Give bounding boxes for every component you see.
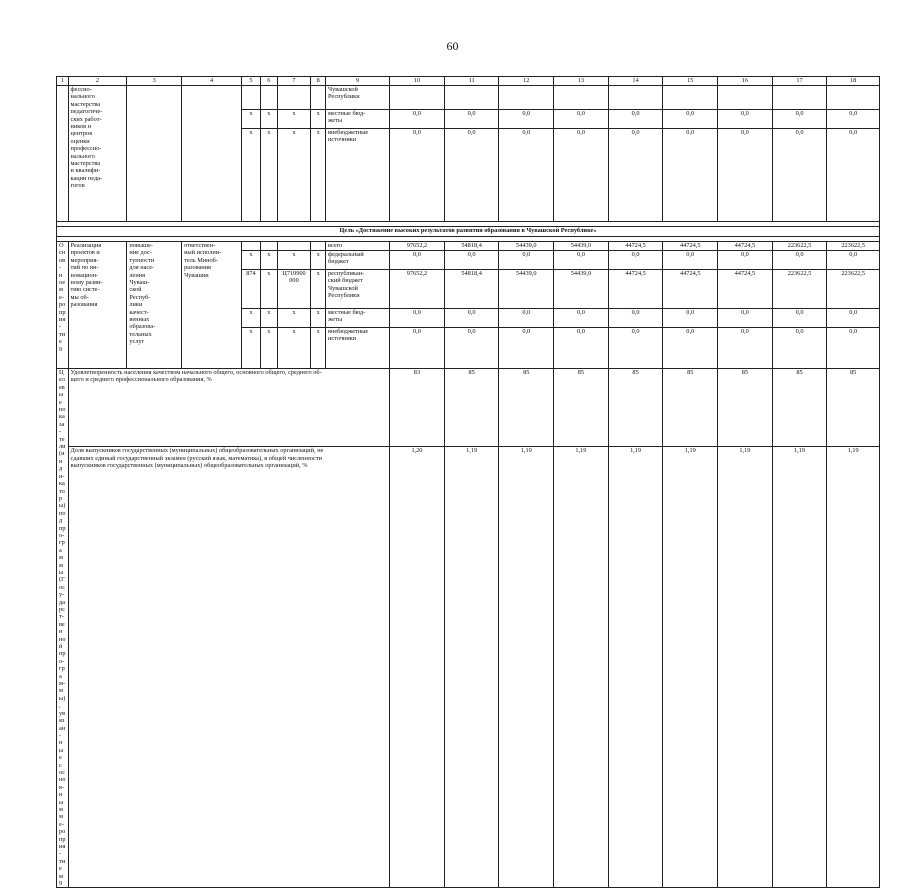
code-cell: x	[241, 129, 260, 222]
column-number: 15	[663, 77, 718, 86]
indicator-value: 1,20	[390, 447, 445, 888]
column-number: 18	[827, 77, 880, 86]
value-cell: 0,0	[608, 328, 663, 369]
value-cell: 0,0	[663, 328, 718, 369]
value-cell: 223622,5	[772, 270, 827, 309]
table-row	[57, 86, 880, 110]
page-number: 60	[446, 39, 459, 53]
value-cell: 0,0	[390, 309, 445, 328]
code-cell: x	[260, 110, 277, 129]
value-cell: 54818,4	[444, 270, 499, 309]
indicator-value: 1,19	[718, 447, 773, 888]
value-cell	[718, 86, 773, 110]
code-cell: x	[241, 110, 260, 129]
code-cell	[241, 242, 260, 251]
indicator-value: 85	[827, 369, 880, 447]
value-cell: 0,0	[444, 309, 499, 328]
value-cell: 0,0	[554, 129, 609, 222]
value-cell	[390, 86, 445, 110]
value-cell: 0,0	[663, 110, 718, 129]
value-cell: 0,0	[554, 328, 609, 369]
code-cell	[260, 242, 277, 251]
value-cell: 44724,5	[663, 242, 718, 251]
code-cell: x	[241, 251, 260, 270]
table-row	[57, 242, 880, 251]
indicator-value: 85	[663, 369, 718, 447]
value-cell: 0,0	[554, 251, 609, 270]
funding-source: всего	[326, 242, 390, 251]
value-cell: 0,0	[772, 309, 827, 328]
column-number: 5	[241, 77, 260, 86]
code-cell	[241, 86, 260, 110]
value-cell: 0,0	[718, 328, 773, 369]
value-cell: 0,0	[444, 328, 499, 369]
indicators-label: Целевые показа- тели (инди- каторы) подпро- граммы (Госу- дарст- венной про- грам- мы), увязан- ные с основ- ным ме- роприя- тием 9	[57, 369, 69, 888]
table-row	[57, 447, 880, 888]
indicator-value: 85	[499, 369, 554, 447]
code-cell: x	[311, 251, 326, 270]
value-cell: 0,0	[718, 251, 773, 270]
value-cell: 0,0	[827, 328, 880, 369]
column-number: 9	[326, 77, 390, 86]
value-cell: 54439,0	[554, 242, 609, 251]
value-cell: 0,0	[663, 309, 718, 328]
indicator-value: 1,19	[827, 447, 880, 888]
value-cell	[827, 86, 880, 110]
indicator-value: 1,19	[772, 447, 827, 888]
value-cell	[444, 86, 499, 110]
value-cell: 0,0	[608, 110, 663, 129]
code-cell: 874	[241, 270, 260, 309]
goal-title: Цель «Достижение высоких результатов развития образования в Чувашской Республике»	[57, 227, 880, 237]
indicator-value: 1,19	[554, 447, 609, 888]
value-cell: 97652,2	[390, 270, 445, 309]
indicator-text: Удовлетворенность населения качеством начального общего, основного общего, среднего об- щего и среднего профессионального образования, %	[68, 369, 390, 447]
column-number: 14	[608, 77, 663, 86]
value-cell: 54818,4	[444, 242, 499, 251]
value-cell: 54439,0	[499, 242, 554, 251]
indicator-value: 85	[554, 369, 609, 447]
code-cell: x	[241, 309, 260, 328]
code-cell: x	[311, 328, 326, 369]
value-cell: 0,0	[663, 129, 718, 222]
value-cell: 0,0	[608, 251, 663, 270]
value-cell: 44724,5	[718, 270, 773, 309]
indicator-value: 1,19	[608, 447, 663, 888]
activity-name: Реализация проектов и мероприя- тий по ин- новацион- ному разви- тию систе- мы об- разования	[68, 242, 127, 369]
code-cell: x	[260, 270, 277, 309]
code-cell: x	[260, 309, 277, 328]
value-cell	[499, 86, 554, 110]
value-cell: 0,0	[827, 309, 880, 328]
indicator-value: 83	[390, 369, 445, 447]
column-number: 17	[772, 77, 827, 86]
code-cell	[277, 242, 311, 251]
code-cell: Ц710900 000	[277, 270, 311, 309]
value-cell: 0,0	[718, 309, 773, 328]
value-cell: 44724,5	[608, 270, 663, 309]
code-cell: x	[241, 328, 260, 369]
funding-source: местные бюд- жеты	[326, 309, 390, 328]
column-number-row	[57, 77, 880, 86]
value-cell	[554, 86, 609, 110]
value-cell: 0,0	[499, 309, 554, 328]
value-cell: 97652,2	[390, 242, 445, 251]
value-cell: 54439,0	[554, 270, 609, 309]
indicator-value: 85	[444, 369, 499, 447]
column-number: 12	[499, 77, 554, 86]
code-cell: x	[260, 328, 277, 369]
value-cell: 0,0	[718, 129, 773, 222]
code-cell: x	[260, 251, 277, 270]
value-cell: 0,0	[390, 328, 445, 369]
value-cell: 0,0	[718, 110, 773, 129]
value-cell: 44724,5	[608, 242, 663, 251]
code-cell: x	[277, 110, 311, 129]
column-number: 4	[182, 77, 242, 86]
indicator-value: 85	[772, 369, 827, 447]
value-cell	[608, 86, 663, 110]
code-cell: x	[260, 129, 277, 222]
column-number: 8	[311, 77, 326, 86]
value-cell: 223622,5	[827, 270, 880, 309]
indicator-value: 1,19	[663, 447, 718, 888]
value-cell: 0,0	[390, 251, 445, 270]
responsible-executor: ответствен- ный исполни- тель Миноб- разования Чувашии	[182, 242, 242, 369]
code-cell: x	[311, 129, 326, 222]
funding-source: внебюджетные источники	[326, 328, 390, 369]
goal-row	[57, 227, 880, 237]
column-number: 7	[277, 77, 311, 86]
value-cell: 0,0	[444, 110, 499, 129]
value-cell: 0,0	[390, 110, 445, 129]
value-cell: 44724,5	[718, 242, 773, 251]
funding-source: республикан- ский бюджет Чувашской Республики	[326, 270, 390, 309]
value-cell: 223622,5	[827, 242, 880, 251]
column-number: 2	[68, 77, 127, 86]
table-row	[57, 369, 880, 447]
column-number: 3	[127, 77, 182, 86]
value-cell: 0,0	[663, 251, 718, 270]
funding-source: местные бюд- жеты	[326, 110, 390, 129]
value-cell: 0,0	[554, 110, 609, 129]
value-cell: 0,0	[772, 328, 827, 369]
value-cell: 44724,5	[663, 270, 718, 309]
activity-label: Основ- ное ме- роприя- тие 9	[57, 242, 69, 369]
indicator-text: Доля выпускников государственных (муниципальных) общеобразовательных организаций, не сдавших единый государственный экзамен (русский язык, математика), в общей численности выпускников государственных (муниципальных) общеобразовательных организаций, %	[68, 447, 390, 888]
funding-source: внебюджетные источники	[326, 129, 390, 222]
value-cell: 0,0	[827, 251, 880, 270]
empty-cell	[127, 86, 182, 222]
code-cell: x	[311, 270, 326, 309]
value-cell: 0,0	[827, 110, 880, 129]
value-cell: 0,0	[444, 251, 499, 270]
funding-source: Чувашской Республики	[326, 86, 390, 110]
value-cell: 0,0	[499, 328, 554, 369]
activity-goal: повыше- ние дос- тупности для насе- ления Чуваш- ской Респуб- лики качест- венных образова- тельных услуг	[127, 242, 182, 369]
value-cell: 0,0	[554, 309, 609, 328]
empty-cell	[57, 86, 69, 222]
code-cell	[311, 242, 326, 251]
column-number: 6	[260, 77, 277, 86]
funding-source: федеральный бюджет	[326, 251, 390, 270]
column-number: 13	[554, 77, 609, 86]
value-cell: 0,0	[772, 129, 827, 222]
column-number: 16	[718, 77, 773, 86]
code-cell: x	[277, 309, 311, 328]
value-cell: 0,0	[499, 129, 554, 222]
value-cell	[772, 86, 827, 110]
budget-table	[56, 76, 880, 888]
column-number: 11	[444, 77, 499, 86]
value-cell: 0,0	[390, 129, 445, 222]
indicator-value: 85	[718, 369, 773, 447]
value-cell: 54439,0	[499, 270, 554, 309]
value-cell: 0,0	[772, 251, 827, 270]
column-number: 1	[57, 77, 69, 86]
indicator-value: 85	[608, 369, 663, 447]
code-cell: x	[277, 328, 311, 369]
empty-cell	[182, 86, 242, 222]
value-cell: 0,0	[772, 110, 827, 129]
value-cell: 0,0	[444, 129, 499, 222]
value-cell: 223622,5	[772, 242, 827, 251]
code-cell	[311, 86, 326, 110]
code-cell	[277, 86, 311, 110]
value-cell: 0,0	[499, 110, 554, 129]
value-cell	[663, 86, 718, 110]
code-cell: x	[277, 251, 311, 270]
code-cell	[260, 86, 277, 110]
value-cell: 0,0	[499, 251, 554, 270]
indicator-value: 1,19	[444, 447, 499, 888]
code-cell: x	[311, 309, 326, 328]
value-cell: 0,0	[827, 129, 880, 222]
value-cell: 0,0	[608, 129, 663, 222]
code-cell: x	[311, 110, 326, 129]
activity-name-cont: фессио- нального мастерства педагогиче- ских работ- ников н центров оценки профессио- нального мастерства и квалифи- кации педа- гогов	[68, 86, 127, 222]
code-cell: x	[277, 129, 311, 222]
column-number: 10	[390, 77, 445, 86]
value-cell: 0,0	[608, 309, 663, 328]
indicator-value: 1,19	[499, 447, 554, 888]
